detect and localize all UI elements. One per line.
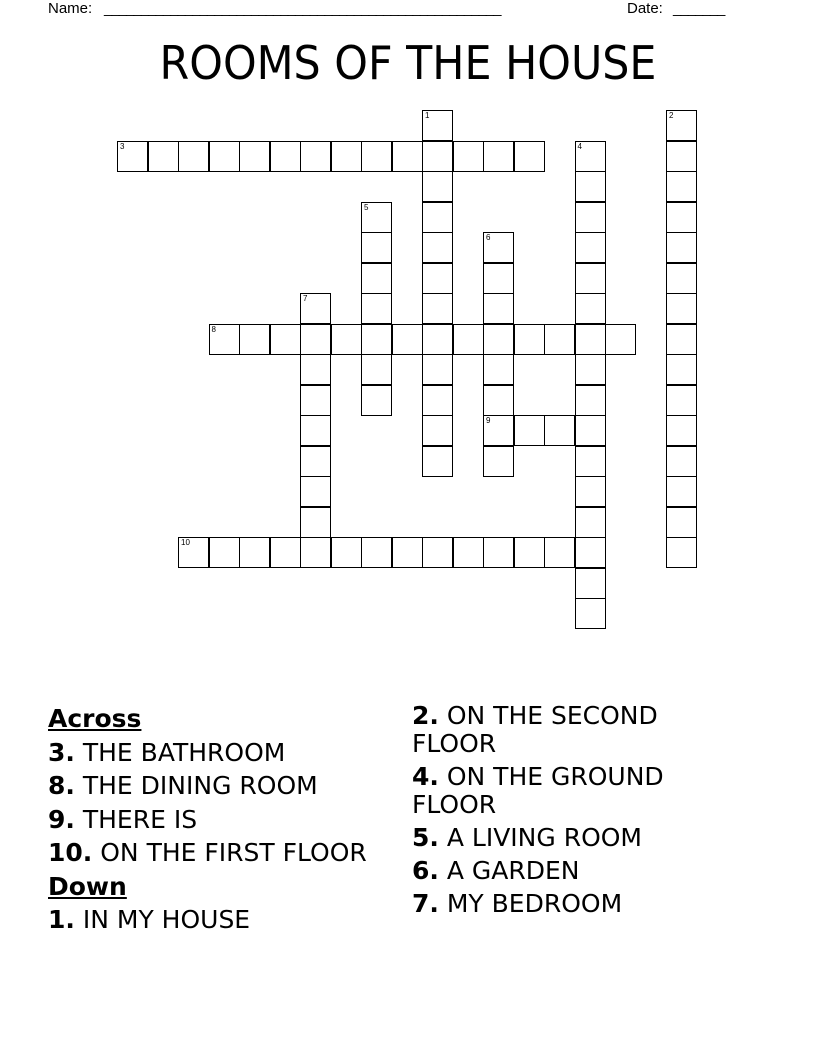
crossword-cell[interactable] — [300, 446, 331, 477]
crossword-cell[interactable] — [483, 415, 514, 446]
crossword-cell[interactable] — [666, 446, 697, 477]
crossword-cell[interactable] — [392, 324, 423, 355]
crossword-cell[interactable] — [361, 263, 392, 294]
clues-right-column — [412, 702, 702, 923]
crossword-cell[interactable] — [483, 446, 514, 477]
crossword-cell[interactable] — [422, 385, 453, 416]
crossword-cell[interactable] — [422, 171, 453, 202]
crossword-cell[interactable] — [575, 507, 606, 538]
crossword-cell[interactable] — [422, 354, 453, 385]
clue-down-4: 4. ON THE GROUND FLOOR — [412, 762, 664, 819]
clues-left-column — [48, 702, 408, 937]
cell-number: 10 — [181, 538, 190, 547]
crossword-cell[interactable] — [666, 324, 697, 355]
crossword-cell[interactable] — [178, 141, 209, 172]
crossword-cell[interactable] — [666, 110, 697, 141]
crossword-cell[interactable] — [239, 324, 270, 355]
crossword-cell[interactable] — [544, 537, 575, 568]
crossword-cell[interactable] — [483, 537, 514, 568]
crossword-cell[interactable] — [422, 415, 453, 446]
crossword-cell[interactable] — [575, 537, 606, 568]
crossword-cell[interactable] — [209, 324, 240, 355]
crossword-cell[interactable] — [666, 263, 697, 294]
crossword-cell[interactable] — [575, 385, 606, 416]
name-label: Name: — [48, 0, 93, 17]
crossword-cell[interactable] — [270, 141, 301, 172]
crossword-cell[interactable] — [575, 232, 606, 263]
crossword-cell[interactable] — [300, 141, 331, 172]
crossword-cell[interactable] — [392, 537, 423, 568]
crossword-cell[interactable] — [239, 141, 270, 172]
crossword-cell[interactable] — [270, 324, 301, 355]
crossword-cell[interactable] — [605, 324, 636, 355]
crossword-cell[interactable] — [361, 232, 392, 263]
clue-across-10: 10. ON THE FIRST FLOOR — [48, 838, 367, 867]
crossword-cell[interactable] — [514, 324, 545, 355]
crossword-cell[interactable] — [148, 141, 179, 172]
crossword-cell[interactable] — [666, 171, 697, 202]
date-field-line[interactable]: _______ — [673, 0, 725, 17]
crossword-cell[interactable] — [514, 537, 545, 568]
crossword-cell[interactable] — [300, 537, 331, 568]
cell-number: 4 — [577, 141, 582, 151]
crossword-cell[interactable] — [331, 324, 362, 355]
down-heading: Down — [48, 871, 127, 901]
crossword-cell[interactable] — [453, 324, 484, 355]
crossword-cell[interactable] — [300, 385, 331, 416]
crossword-cell[interactable] — [270, 537, 301, 568]
crossword-cell[interactable] — [209, 537, 240, 568]
cell-number: 1 — [425, 111, 430, 120]
crossword-cell[interactable] — [422, 537, 453, 568]
crossword-cell[interactable] — [422, 232, 453, 263]
crossword-cell[interactable] — [575, 598, 606, 629]
crossword-cell[interactable] — [422, 324, 453, 355]
crossword-cell[interactable] — [514, 141, 545, 172]
crossword-cell[interactable] — [575, 324, 606, 355]
crossword-cell[interactable] — [666, 476, 697, 507]
crossword-cell[interactable] — [575, 415, 606, 446]
crossword-cell[interactable] — [117, 141, 148, 172]
cell-number: 7 — [303, 294, 308, 303]
crossword-cell[interactable] — [361, 324, 392, 355]
crossword-cell[interactable] — [575, 476, 606, 507]
crossword-cell[interactable] — [422, 202, 453, 233]
crossword-cell[interactable] — [361, 202, 392, 233]
crossword-cell[interactable] — [453, 141, 484, 172]
crossword-cell[interactable] — [666, 507, 697, 538]
crossword-cell[interactable] — [422, 263, 453, 294]
crossword-cell[interactable] — [483, 385, 514, 416]
crossword-cell[interactable] — [361, 293, 392, 324]
cell-number: 2 — [669, 111, 674, 120]
crossword-cell[interactable] — [483, 141, 514, 172]
cell-number: 6 — [486, 233, 491, 242]
crossword-cell[interactable] — [300, 324, 331, 355]
crossword-cell[interactable] — [331, 141, 362, 172]
crossword-cell[interactable] — [666, 537, 697, 568]
clue-down-6: 6. A GARDEN — [412, 856, 580, 885]
crossword-cell[interactable] — [422, 141, 453, 172]
crossword-cell[interactable] — [544, 415, 575, 446]
crossword-cell[interactable] — [575, 263, 606, 294]
crossword-cell[interactable] — [666, 385, 697, 416]
clue-down-2: 2. ON THE SECOND FLOOR — [412, 701, 658, 758]
crossword-cell[interactable] — [666, 232, 697, 263]
header — [0, 0, 816, 20]
crossword-cell[interactable] — [666, 293, 697, 324]
crossword-cell[interactable] — [514, 415, 545, 446]
crossword-cell[interactable] — [575, 141, 606, 172]
crossword-cell[interactable] — [483, 324, 514, 355]
crossword-cell[interactable] — [544, 324, 575, 355]
cell-number: 5 — [364, 202, 369, 212]
crossword-cell[interactable] — [575, 446, 606, 477]
crossword-cell[interactable] — [422, 110, 453, 141]
crossword-cell[interactable] — [300, 415, 331, 446]
crossword-cell[interactable] — [422, 446, 453, 477]
clue-down-5: 5. A LIVING ROOM — [412, 823, 643, 852]
crossword-cell[interactable] — [361, 537, 392, 568]
crossword-cell[interactable] — [483, 263, 514, 294]
crossword-cell[interactable] — [300, 476, 331, 507]
crossword-cell[interactable] — [575, 293, 606, 324]
page-title: ROOMS OF THE HOUSE — [159, 36, 657, 90]
crossword-cell[interactable] — [666, 415, 697, 446]
cell-number: 9 — [486, 416, 491, 425]
crossword-cell[interactable] — [575, 354, 606, 385]
crossword-cell[interactable] — [483, 354, 514, 385]
crossword-cell[interactable] — [361, 385, 392, 416]
crossword-cell[interactable] — [178, 537, 209, 568]
cell-number: 3 — [120, 141, 125, 151]
crossword-cell[interactable] — [575, 171, 606, 202]
crossword-cell[interactable] — [300, 507, 331, 538]
crossword-cell[interactable] — [483, 232, 514, 263]
crossword-cell[interactable] — [392, 141, 423, 172]
crossword-cell[interactable] — [209, 141, 240, 172]
clue-across-3: 3. THE BATHROOM — [48, 737, 286, 767]
crossword-cell[interactable] — [331, 537, 362, 568]
clue-across-8: 8. THE DINING ROOM — [48, 771, 318, 800]
crossword-cell[interactable] — [666, 354, 697, 385]
clue-down-1: 1. IN MY HOUSE — [48, 905, 251, 934]
clue-down-7: 7. MY BEDROOM — [412, 889, 623, 918]
crossword-cell[interactable] — [361, 354, 392, 385]
crossword-cell[interactable] — [239, 537, 270, 568]
date-label: Date: — [627, 0, 663, 17]
crossword-cell[interactable] — [300, 354, 331, 385]
crossword-cell[interactable] — [361, 141, 392, 172]
crossword-cell[interactable] — [300, 293, 331, 324]
crossword-cell[interactable] — [575, 202, 606, 233]
cell-number: 8 — [211, 324, 216, 334]
crossword-cell[interactable] — [575, 568, 606, 599]
clue-across-9: 9. THERE IS — [48, 804, 198, 834]
across-heading: Across — [48, 704, 142, 733]
crossword-cell[interactable] — [483, 293, 514, 324]
crossword-cell[interactable] — [422, 293, 453, 324]
crossword-cell[interactable] — [666, 202, 697, 233]
crossword-cell[interactable] — [666, 141, 697, 172]
name-field-line[interactable]: ______________________________________________________ — [104, 0, 501, 17]
crossword-cell[interactable] — [453, 537, 484, 568]
